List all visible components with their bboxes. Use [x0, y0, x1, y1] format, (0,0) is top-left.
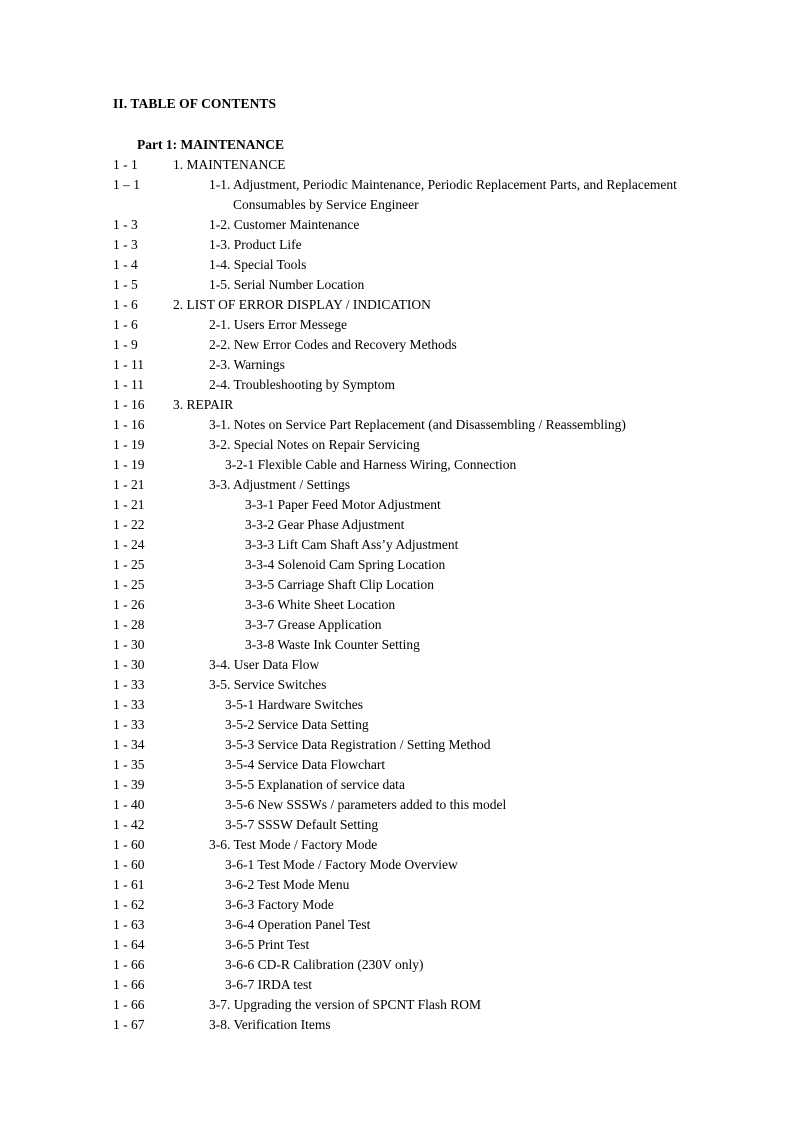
- toc-entry-title: 3-3-5 Carriage Shaft Clip Location: [245, 577, 434, 592]
- toc-entry-title: 3-3-8 Waste Ink Counter Setting: [245, 637, 420, 652]
- toc-entry: [0, 655, 793, 675]
- toc-entry-title: 3-8. Verification Items: [209, 1017, 331, 1032]
- toc-page-number: 1 - 19: [113, 457, 145, 472]
- toc-entry-title: 3-6-5 Print Test: [225, 937, 310, 952]
- toc-entry-title: 3-5-2 Service Data Setting: [225, 717, 369, 732]
- toc-entry-title: 3-5-3 Service Data Registration / Setting Method: [225, 737, 491, 752]
- toc-entry-title: 3-6-1 Test Mode / Factory Mode Overview: [225, 857, 458, 872]
- toc-page-number: 1 - 30: [113, 657, 145, 672]
- toc-entry-title: 3. REPAIR: [173, 397, 234, 412]
- toc-entry: [0, 715, 793, 735]
- toc-page-number: 1 - 6: [113, 317, 138, 332]
- toc-page-number: 1 - 28: [113, 617, 145, 632]
- toc-page-number: 1 - 3: [113, 217, 138, 232]
- toc-entry: [0, 575, 793, 595]
- toc-entry-title: 2. LIST OF ERROR DISPLAY / INDICATION: [173, 297, 431, 312]
- toc-entry: [0, 215, 793, 235]
- toc-entry-title: 3-5-7 SSSW Default Setting: [225, 817, 379, 832]
- toc-page-number: 1 - 34: [113, 737, 145, 752]
- toc-entry-title: 3-3-3 Lift Cam Shaft Ass’y Adjustment: [245, 537, 459, 552]
- toc-entry-title: 2-2. New Error Codes and Recovery Methods: [209, 337, 457, 352]
- toc-entry: [0, 455, 793, 475]
- toc-entry-title: 3-2-1 Flexible Cable and Harness Wiring, Connection: [225, 457, 517, 472]
- toc-entry-title: 3-5-4 Service Data Flowchart: [225, 757, 386, 772]
- toc-entry: [0, 935, 793, 955]
- toc-page-number: 1 - 66: [113, 977, 145, 992]
- toc-page-number: 1 - 61: [113, 877, 145, 892]
- toc-entry-title: 3-5-5 Explanation of service data: [225, 777, 405, 792]
- toc-entry: [0, 835, 793, 855]
- toc-entry-title: 3-1. Notes on Service Part Replacement (and Disassembling / Reassembling): [209, 417, 626, 432]
- toc-entry-title: [209, 175, 714, 215]
- toc-entry: [0, 555, 793, 575]
- toc-entry: [0, 235, 793, 255]
- toc-entry: [0, 895, 793, 915]
- toc-entry: [0, 775, 793, 795]
- toc-entry: [0, 735, 793, 755]
- toc-entry-title: 3-4. User Data Flow: [209, 657, 320, 672]
- toc-page-number: 1 - 6: [113, 297, 138, 312]
- toc-entry: [0, 535, 793, 555]
- toc-entry: [0, 515, 793, 535]
- toc-entry-title: 3-5-6 New SSSWs / parameters added to this model: [225, 797, 507, 812]
- toc-page-number: 1 - 25: [113, 557, 145, 572]
- toc-page-number: 1 - 33: [113, 717, 145, 732]
- toc-entry: [0, 335, 793, 355]
- toc-page-number: 1 - 33: [113, 697, 145, 712]
- toc-page-number: 1 - 21: [113, 497, 145, 512]
- toc-entry: [0, 755, 793, 775]
- toc-entry-title: 3-6. Test Mode / Factory Mode: [209, 837, 378, 852]
- toc-entry: [0, 815, 793, 835]
- toc-page-number: 1 - 9: [113, 337, 138, 352]
- toc-entry: [0, 395, 793, 415]
- toc-entry-title: 3-6-2 Test Mode Menu: [225, 877, 350, 892]
- toc-page-number: 1 - 33: [113, 677, 145, 692]
- toc-entry-title: 3-3. Adjustment / Settings: [209, 477, 351, 492]
- toc-page-number: 1 - 4: [113, 257, 138, 272]
- toc-entry: [0, 495, 793, 515]
- toc-page-number: 1 - 66: [113, 997, 145, 1012]
- toc-entry-title: 3-5. Service Switches: [209, 677, 327, 692]
- toc-page-number: 1 - 24: [113, 537, 145, 552]
- toc-entry-title: 3-3-1 Paper Feed Motor Adjustment: [245, 497, 441, 512]
- toc-page-number: 1 - 30: [113, 637, 145, 652]
- toc-entry-title: 2-4. Troubleshooting by Symptom: [209, 377, 396, 392]
- toc-entry-title: 3-2. Special Notes on Repair Servicing: [209, 437, 420, 452]
- toc-entry-title: 3-3-4 Solenoid Cam Spring Location: [245, 557, 446, 572]
- toc-page-number: 1 - 60: [113, 857, 145, 872]
- toc-entry: [0, 675, 793, 695]
- toc-entry: [0, 415, 793, 435]
- toc-entry: [0, 695, 793, 715]
- toc-page-number: 1 - 16: [113, 397, 145, 412]
- toc-entry-title: 3-3-7 Grease Application: [245, 617, 382, 632]
- toc-entry-title: 3-6-7 IRDA test: [225, 977, 312, 992]
- toc-page-number: 1 - 40: [113, 797, 145, 812]
- toc-entry-title: 3-6-6 CD-R Calibration (230V only): [225, 957, 424, 972]
- toc-entry: [0, 355, 793, 375]
- toc-entry-title: 3-6-4 Operation Panel Test: [225, 917, 371, 932]
- toc-page-number: 1 - 39: [113, 777, 145, 792]
- toc-entry-title: 1-5. Serial Number Location: [209, 277, 365, 292]
- toc-entry: [0, 855, 793, 875]
- toc-entry: [0, 635, 793, 655]
- toc-page-number: 1 - 25: [113, 577, 145, 592]
- toc-page-number: 1 - 67: [113, 1017, 145, 1032]
- toc-page-number: 1 - 3: [113, 237, 138, 252]
- toc-entry: [0, 295, 793, 315]
- toc-entry-title: 2-3. Warnings: [209, 357, 285, 372]
- toc-page-number: 1 - 26: [113, 597, 145, 612]
- toc-page-number: 1 – 1: [113, 177, 140, 192]
- toc-entry: [0, 795, 793, 815]
- toc-entry: [0, 615, 793, 635]
- toc-page-number: 1 - 60: [113, 837, 145, 852]
- toc-entry-title: 3-3-6 White Sheet Location: [245, 597, 396, 612]
- toc-entry-title-line: 1-1. Adjustment, Periodic Maintenance, Periodic Replacement Parts, and Replacement: [209, 177, 677, 192]
- toc-entry: [0, 1015, 793, 1035]
- toc-entry-title: 2-1. Users Error Messege: [209, 317, 347, 332]
- table-of-contents: [0, 155, 793, 1035]
- toc-page-number: 1 - 22: [113, 517, 145, 532]
- toc-entry: [0, 435, 793, 455]
- toc-entry-title: 1. MAINTENANCE: [173, 157, 286, 172]
- toc-entry: [0, 155, 793, 175]
- toc-entry-title: 3-5-1 Hardware Switches: [225, 697, 363, 712]
- toc-entry: [0, 955, 793, 975]
- toc-entry-title: 1-2. Customer Maintenance: [209, 217, 360, 232]
- toc-page-number: 1 - 21: [113, 477, 145, 492]
- toc-page-number: 1 - 66: [113, 957, 145, 972]
- toc-page-number: 1 - 63: [113, 917, 145, 932]
- toc-page-number: 1 - 35: [113, 757, 145, 772]
- toc-page-number: 1 - 11: [113, 377, 144, 392]
- toc-page-number: 1 - 16: [113, 417, 145, 432]
- toc-entry-title: 1-4. Special Tools: [209, 257, 307, 272]
- toc-entry: [0, 995, 793, 1015]
- toc-entry: [0, 975, 793, 995]
- toc-entry: [0, 255, 793, 275]
- toc-entry-title: 3-6-3 Factory Mode: [225, 897, 334, 912]
- part-title: Part 1: MAINTENANCE: [137, 137, 284, 152]
- document-title: II. TABLE OF CONTENTS: [113, 96, 277, 111]
- toc-page-number: 1 - 11: [113, 357, 144, 372]
- toc-entry: [0, 875, 793, 895]
- toc-entry: [0, 375, 793, 395]
- toc-page-number: 1 - 62: [113, 897, 145, 912]
- toc-entry-title: 3-3-2 Gear Phase Adjustment: [245, 517, 405, 532]
- toc-entry: [0, 595, 793, 615]
- toc-entry-title: 1-3. Product Life: [209, 237, 302, 252]
- toc-page-number: 1 - 5: [113, 277, 138, 292]
- toc-page-number: 1 - 64: [113, 937, 145, 952]
- toc-page-number: 1 - 42: [113, 817, 145, 832]
- toc-entry: [0, 275, 793, 295]
- toc-entry-title-continuation: Consumables by Service Engineer: [233, 197, 419, 212]
- toc-page-number: 1 - 19: [113, 437, 145, 452]
- toc-entry-title: 3-7. Upgrading the version of SPCNT Flash ROM: [209, 997, 481, 1012]
- toc-entry: [0, 475, 793, 495]
- toc-entry: [0, 915, 793, 935]
- toc-page-number: 1 - 1: [113, 157, 138, 172]
- toc-entry: [0, 175, 793, 215]
- toc-entry: [0, 315, 793, 335]
